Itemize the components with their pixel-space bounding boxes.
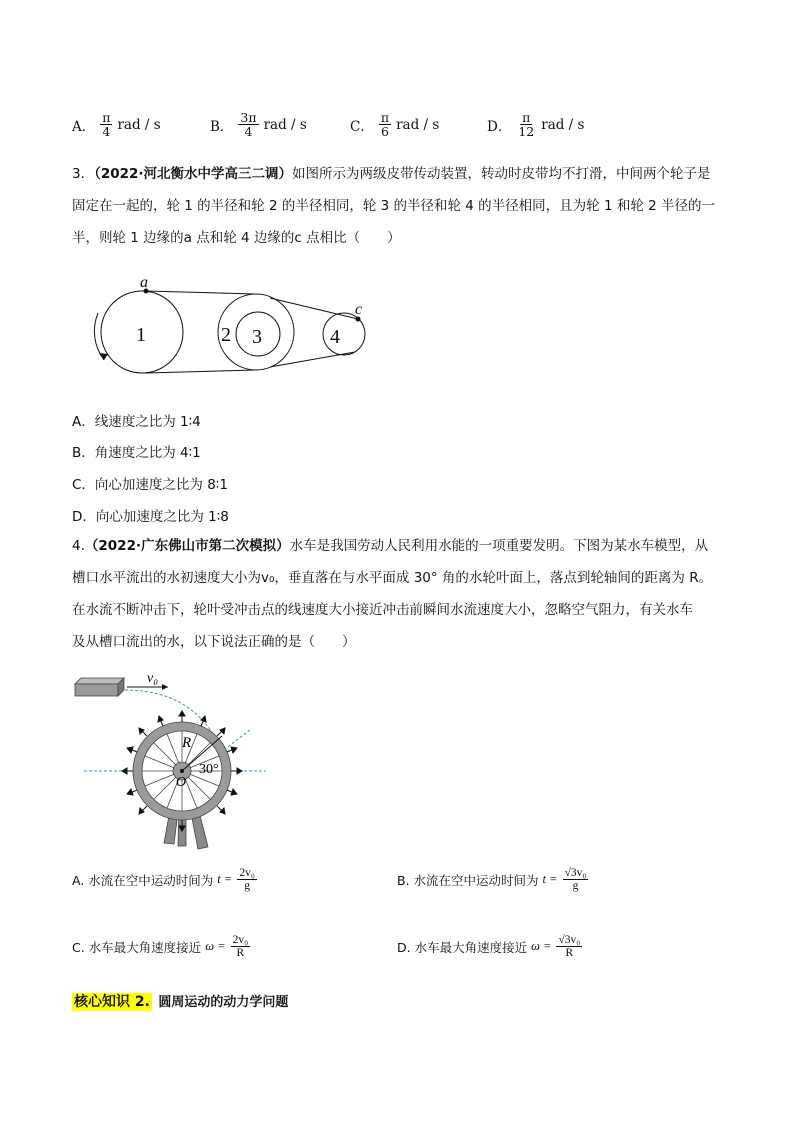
fraction — [556, 934, 582, 959]
option-letter: B． — [210, 118, 234, 135]
question-number: 4. — [72, 538, 85, 554]
option-letter: C． — [350, 118, 374, 135]
fraction-denominator: g — [572, 880, 579, 893]
q3-option-b: B．角速度之比为 4∶1 — [72, 445, 201, 461]
belt-upper-1 — [146, 291, 256, 294]
q4-option-d — [397, 934, 583, 959]
fraction-numerator: 2v₀ — [232, 934, 249, 946]
formula-lhs: ω = — [531, 939, 552, 954]
fraction-denominator: 6 — [380, 124, 389, 140]
question-source: （2022·河北衡水中学高三二调） — [94, 166, 293, 182]
q4-line-2: 槽口水平流出的水初速度大小为v₀，垂直落在与水平面成 30° 角的水轮叶面上，落点到轮轴间的距离为 R。 — [72, 570, 713, 586]
q4-line-4: 及从槽口流出的水，以下说法正确的是（ ） — [72, 634, 356, 650]
fraction — [238, 111, 258, 138]
fraction — [231, 934, 251, 959]
q3-line-3: 半，则轮 1 边缘的a 点和轮 4 边缘的c 点相比（ ） — [72, 230, 401, 246]
formula-lhs: t = — [217, 872, 233, 887]
fraction-numerator: 3π — [240, 110, 257, 125]
label-c: c — [355, 301, 363, 318]
q3-option-c: C．向心加速度之比为 8∶1 — [72, 477, 228, 493]
water-wheel-figure — [70, 668, 280, 854]
unit: rad / s — [396, 116, 440, 133]
label-30-deg: 30° — [199, 762, 219, 777]
q3-line-1 — [72, 158, 722, 190]
option-letter: A． — [72, 118, 96, 135]
q3-option-d: D．向心加速度之比为 1∶8 — [72, 509, 229, 525]
label-O: O — [176, 775, 187, 790]
label-wheel-2: 2 — [221, 324, 231, 346]
q3-line-2: 固定在一起的，轮 1 的半径和轮 2 的半径相同，轮 3 的半径和轮 4 的半径相同，且为轮 1 和轮 2 半径的一 — [72, 198, 716, 214]
option-text: C. 水车最大角速度接近 — [72, 939, 202, 955]
q3-stem — [72, 158, 722, 254]
fraction — [379, 111, 391, 138]
belt-upper-2 — [270, 298, 358, 319]
unit: rad / s — [541, 116, 585, 133]
q2-option-b — [210, 111, 307, 138]
option-text: B. 水流在空中运动时间为 — [397, 872, 539, 888]
fraction — [516, 111, 536, 138]
fraction-numerator: 2v₀ — [239, 867, 255, 879]
option-text: A. 水流在空中运动时间为 — [72, 872, 214, 888]
belt-lower-1 — [146, 370, 256, 373]
fraction-denominator: 4 — [244, 124, 253, 140]
water-trough — [75, 678, 124, 696]
label-R: R — [182, 735, 192, 751]
q4-line-3: 在水流不断冲击下，轮叶受冲击点的线速度大小接近冲击前瞬间水流速度大小，忽略空气阻力，有关水车 — [72, 602, 693, 618]
question-number: 3． — [72, 166, 95, 182]
q2-option-c — [350, 111, 439, 138]
fraction — [237, 867, 257, 892]
fraction-numerator: √3v₀ — [558, 934, 581, 946]
fraction-numerator: π — [102, 110, 111, 125]
unit: rad / s — [263, 116, 307, 133]
fraction-numerator: π — [522, 110, 531, 125]
fraction-denominator: R — [236, 947, 245, 960]
q3-text: 如图所示为两级皮带传动装置，转动时皮带均不打滑，中间两个轮子是 — [292, 166, 711, 182]
section-heading — [72, 991, 288, 1011]
q4-text: 水车是我国劳动人民利用水能的一项重要发明。下图为某水车模型，从 — [289, 538, 709, 554]
rotation-arrowhead — [99, 353, 108, 360]
label-a: a — [140, 274, 148, 291]
q4-option-a — [72, 867, 258, 892]
label-v0: v₀ — [147, 671, 159, 686]
option-text: D. 水车最大角速度接近 — [397, 939, 528, 955]
q2-option-a — [72, 111, 161, 138]
q4-option-b — [397, 867, 589, 892]
section-title: 圆周运动的动力学问题 — [158, 995, 289, 1010]
formula-lhs: t = — [542, 872, 558, 887]
fraction-denominator: 4 — [102, 124, 111, 140]
fraction — [563, 867, 589, 892]
fraction — [100, 111, 112, 138]
label-wheel-4: 4 — [330, 326, 340, 348]
formula-lhs: ω = — [205, 939, 226, 954]
belt-drive-figure — [70, 268, 380, 388]
q3-option-a: A．线速度之比为 1∶4 — [72, 414, 201, 430]
unit: rad / s — [117, 116, 161, 133]
label-wheel-3: 3 — [252, 326, 262, 348]
q2-option-d — [487, 111, 584, 138]
q4-stem — [72, 530, 732, 658]
q4-line-1 — [72, 530, 732, 562]
question-source: （2022·广东佛山市第二次模拟） — [84, 538, 290, 554]
fraction-denominator: g — [244, 880, 250, 893]
fraction-numerator: √3v₀ — [564, 867, 587, 879]
option-letter: D． — [487, 118, 512, 135]
label-wheel-1: 1 — [136, 324, 146, 346]
velocity-arrowhead — [162, 684, 168, 690]
fraction-numerator: π — [380, 110, 390, 125]
fraction-denominator: 12 — [518, 124, 535, 140]
q4-option-c — [72, 934, 251, 959]
section-highlight: 核心知识 2. — [74, 994, 150, 1010]
fraction-denominator: R — [565, 947, 574, 960]
